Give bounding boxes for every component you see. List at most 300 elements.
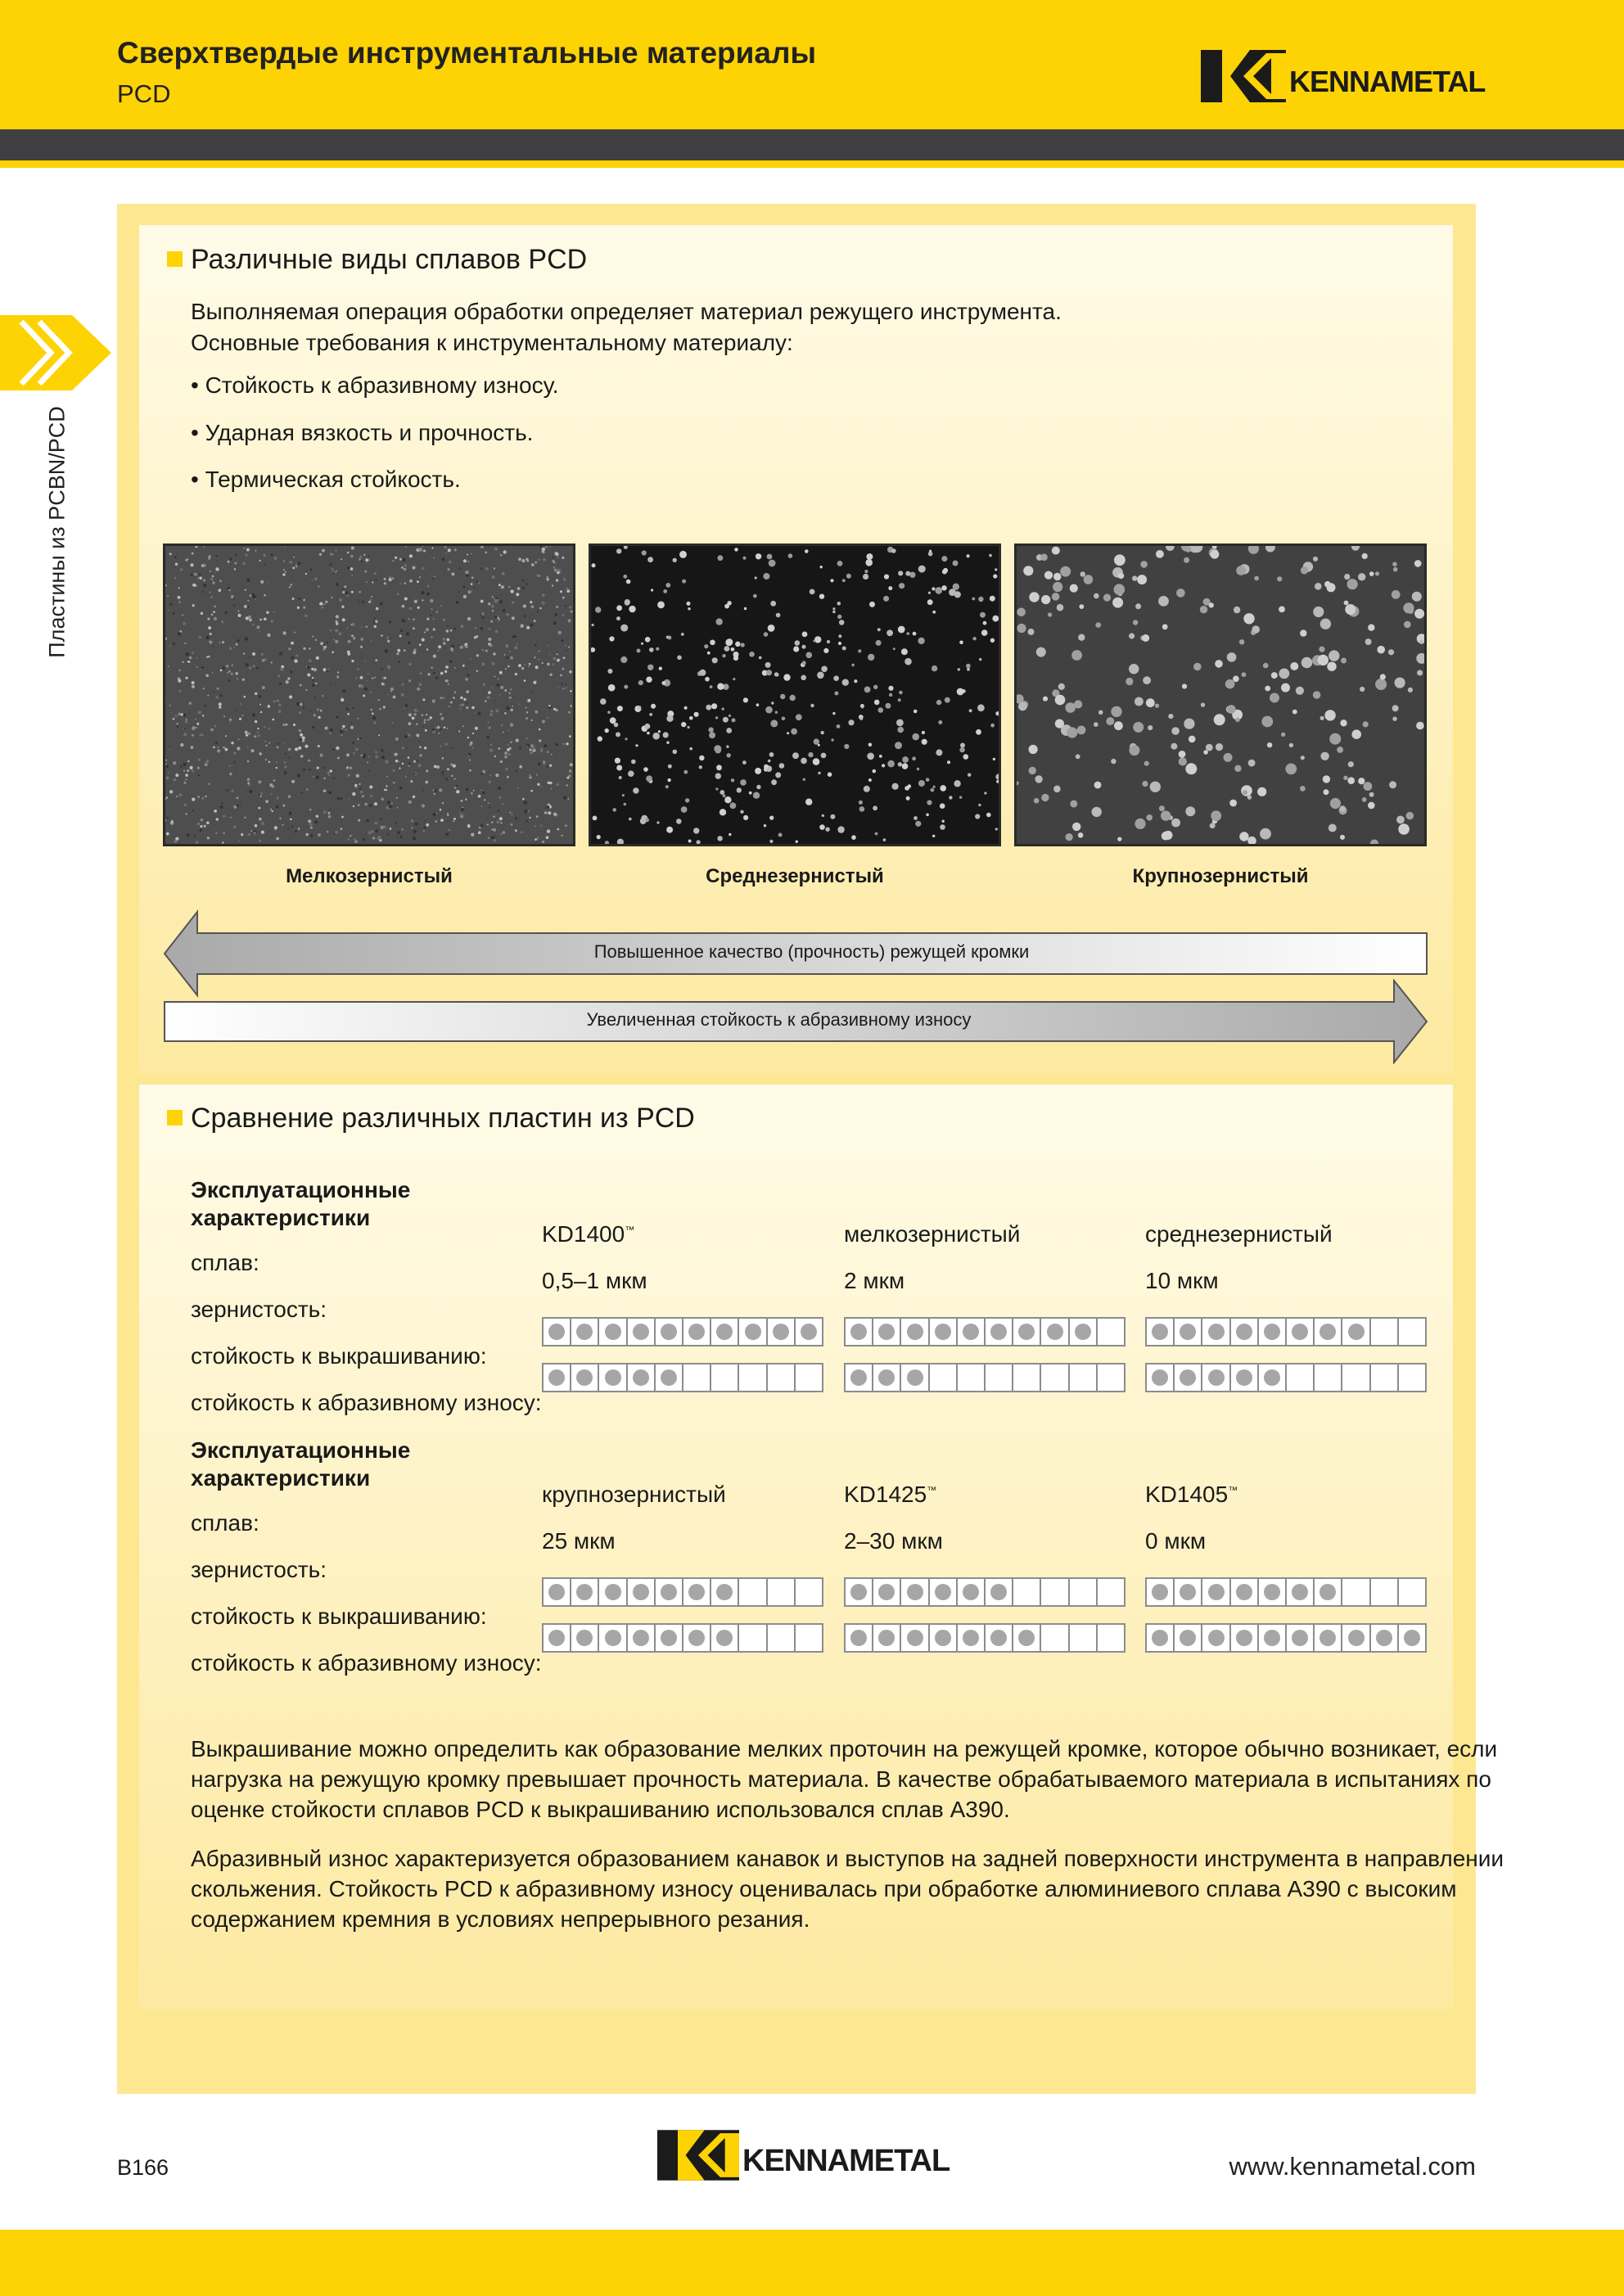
grain-particle: [1340, 835, 1345, 840]
grain-particle: [185, 720, 188, 724]
chipping-rating-bar: [844, 1317, 1126, 1346]
grain-particle: [753, 792, 760, 799]
grain-particle: [364, 688, 368, 691]
grain-particle: [190, 725, 192, 727]
grain-particle: [330, 728, 333, 732]
alloy-name: [844, 1482, 936, 1508]
grain-particle: [277, 699, 280, 702]
grain-particle: [716, 618, 723, 625]
grain-particle: [205, 763, 208, 766]
grain-particle: [1185, 763, 1197, 774]
rating-dot-icon: [878, 1630, 895, 1646]
grain-particle: [500, 554, 503, 557]
grain-particle: [542, 593, 545, 597]
grain-particle: [530, 601, 532, 603]
grain-particle: [233, 751, 237, 755]
rating-dot-icon: [801, 1324, 817, 1340]
grain-particle: [623, 575, 627, 579]
rating-cell: [1341, 1625, 1369, 1651]
grain-particle: [399, 583, 401, 584]
grain-particle: [531, 563, 535, 566]
grain-particle: [466, 690, 469, 693]
grain-particle: [249, 656, 250, 658]
grain-particle: [234, 761, 236, 763]
grain-particle: [359, 602, 360, 603]
grain-particle: [442, 771, 444, 774]
grain-particle: [316, 776, 319, 779]
grain-particle: [375, 620, 378, 623]
grain-particle: [912, 756, 916, 760]
grain-particle: [753, 594, 757, 598]
grain-particle: [731, 778, 734, 782]
grain-particle: [247, 747, 249, 748]
grain-particle: [219, 642, 221, 643]
grain-particle: [488, 638, 491, 641]
rating-cell: [1313, 1365, 1341, 1391]
grain-particle: [331, 597, 332, 598]
abrasion-rating-bar: [844, 1623, 1126, 1653]
grain-particle: [497, 683, 500, 687]
grain-particle: [1106, 717, 1114, 725]
grain-particle: [460, 813, 462, 814]
grain-particle: [508, 665, 509, 667]
grain-particle: [369, 805, 372, 807]
grain-particle: [178, 713, 181, 715]
grain-particle: [520, 666, 521, 668]
grain-particle: [1343, 776, 1347, 780]
grain-particle: [291, 642, 294, 645]
grain-particle: [519, 765, 522, 769]
grain-particle: [1412, 592, 1422, 602]
grain-particle: [359, 783, 360, 785]
grain-particle: [1041, 595, 1050, 604]
grain-particle: [180, 568, 183, 571]
grain-particle: [376, 579, 377, 580]
grain-particle: [814, 738, 819, 744]
grain-particle: [238, 739, 240, 741]
grain-particle: [399, 661, 401, 663]
grain-particle: [467, 561, 469, 562]
grain-particle: [202, 591, 204, 593]
grain-particle: [764, 632, 769, 637]
grain-particle: [360, 738, 362, 739]
grain-particle: [284, 765, 286, 768]
grain-particle: [607, 710, 611, 714]
grain-particle: [319, 553, 322, 556]
grain-particle: [521, 559, 525, 562]
grain-particle: [431, 608, 433, 610]
grain-particle: [266, 745, 268, 747]
trademark-mark: ™: [625, 1224, 635, 1236]
grain-particle: [806, 652, 813, 659]
grain-particle: [518, 703, 520, 705]
grain-particle: [211, 596, 213, 598]
grain-particle: [240, 703, 241, 705]
grain-particle: [192, 770, 194, 773]
grain-particle: [395, 822, 397, 823]
rating-cell: [710, 1319, 738, 1345]
grain-particle: [383, 706, 386, 708]
grain-particle: [535, 710, 538, 714]
grain-particle: [684, 706, 688, 710]
grain-particle: [251, 593, 255, 597]
abrasion-rating-bar: [542, 1623, 823, 1653]
grain-particle: [548, 811, 551, 814]
grain-particle: [1362, 553, 1368, 559]
grain-particle: [307, 674, 310, 677]
grain-particle: [501, 724, 503, 727]
grain-particle: [190, 563, 193, 566]
grain-particle: [558, 631, 562, 634]
grain-particle: [327, 772, 329, 774]
grain-particle: [310, 569, 313, 571]
grain-particle: [242, 562, 246, 566]
grain-particle: [381, 826, 384, 829]
abrasion-rating-bar: [542, 1363, 823, 1392]
grain-particle: [448, 683, 449, 685]
grain-particle: [166, 832, 169, 836]
grain-particle: [489, 727, 491, 729]
fine-grain-micrograph: [163, 544, 575, 846]
grain-particle: [552, 584, 553, 586]
grain-particle: [711, 703, 717, 709]
grain-particle: [235, 710, 237, 711]
grain-particle: [436, 765, 440, 769]
grain-particle: [261, 831, 264, 834]
rating-dot-icon: [1292, 1630, 1308, 1646]
grain-particle: [568, 619, 571, 622]
rating-cell: [1313, 1625, 1341, 1651]
grain-particle: [562, 656, 565, 659]
grain-particle: [214, 606, 216, 608]
grain-particle: [766, 670, 772, 675]
rating-cell: [1173, 1365, 1201, 1391]
grain-particle: [332, 748, 334, 750]
grain-particle: [502, 803, 503, 805]
grain-particle: [440, 745, 441, 747]
grain-particle: [182, 614, 183, 616]
grain-particle: [480, 600, 484, 603]
rating-dot-icon: [850, 1324, 867, 1340]
grain-particle: [1143, 676, 1151, 684]
grain-particle: [662, 681, 666, 685]
grain-particle: [697, 840, 701, 844]
grain-particle: [222, 841, 223, 843]
grain-particle: [247, 555, 249, 557]
rating-dot-icon: [1208, 1324, 1225, 1340]
rating-dot-icon: [1047, 1324, 1063, 1340]
grain-particle: [263, 554, 266, 557]
rating-cell: [928, 1365, 956, 1391]
grain-particle: [300, 733, 303, 737]
grain-particle: [229, 773, 232, 776]
grain-particle: [838, 634, 841, 638]
characteristics-heading-line: Эксплуатационные: [191, 1177, 411, 1202]
grain-particle: [1360, 687, 1365, 692]
rating-dot-icon: [963, 1630, 979, 1646]
grain-particle: [1079, 604, 1084, 609]
grain-particle: [426, 648, 428, 650]
grain-particle: [1364, 782, 1373, 791]
grain-particle: [173, 643, 175, 645]
rating-cell: [900, 1365, 927, 1391]
grain-particle: [1398, 823, 1410, 835]
rating-dot-icon: [1208, 1584, 1225, 1600]
grain-particle: [1162, 624, 1168, 629]
grain-particle: [1098, 710, 1103, 715]
grain-particle: [1053, 582, 1062, 592]
grain-particle: [323, 644, 325, 646]
page-title: Сверхтвердые инструментальные материалы: [117, 36, 817, 70]
grain-particle: [975, 814, 980, 819]
grain-particle: [300, 755, 304, 758]
grain-particle: [319, 602, 323, 606]
grain-particle: [859, 801, 863, 805]
grain-particle: [303, 706, 304, 708]
grain-particle: [904, 786, 909, 791]
grain-particle: [1126, 679, 1133, 686]
grain-particle: [491, 605, 494, 608]
grain-particle: [258, 807, 260, 810]
grain-particle: [646, 775, 652, 782]
grain-particle: [506, 706, 509, 710]
grain-particle: [492, 662, 495, 665]
grain-particle: [375, 659, 377, 661]
grain-particle: [462, 585, 465, 588]
grain-particle: [547, 645, 548, 647]
grain-particle: [451, 747, 453, 749]
grain-particle: [638, 680, 643, 685]
grain-particle: [298, 828, 300, 830]
grain-particle: [562, 597, 565, 599]
chipping-rating-bar: [542, 1577, 823, 1607]
grain-particle: [237, 639, 240, 642]
grain-particle: [1377, 646, 1385, 654]
grain-particle: [568, 711, 571, 714]
grain-particle: [699, 756, 704, 760]
grain-particle: [413, 830, 417, 833]
grain-particle: [839, 620, 845, 625]
grain-particle: [215, 567, 219, 571]
rating-dot-icon: [1018, 1630, 1035, 1646]
grain-particle: [409, 607, 413, 611]
grain-particle: [391, 802, 393, 804]
grain-particle: [408, 756, 410, 759]
grain-particle: [527, 810, 530, 813]
grain-particle: [416, 548, 419, 552]
grain-particle: [178, 678, 180, 680]
grain-particle: [408, 713, 412, 716]
grain-particle: [1320, 716, 1324, 720]
grain-particle: [285, 753, 286, 755]
grain-particle: [334, 571, 336, 574]
rating-cell: [1257, 1319, 1285, 1345]
grain-particle: [879, 755, 882, 758]
grain-particle: [556, 709, 558, 711]
rating-dot-icon: [907, 1630, 923, 1646]
rating-dot-icon: [1180, 1324, 1196, 1340]
grain-particle: [259, 695, 262, 698]
grain-particle: [531, 605, 535, 608]
grain-particle: [178, 632, 181, 635]
grain-particle: [1212, 544, 1217, 548]
grain-particle: [549, 782, 552, 784]
grain-particle: [1092, 807, 1102, 817]
grain-particle: [1029, 592, 1039, 602]
grain-particle: [547, 829, 550, 832]
grain-particle: [302, 739, 304, 742]
grain-particle: [547, 717, 548, 719]
grain-particle: [524, 664, 526, 665]
grain-particle: [351, 722, 353, 724]
grain-particle: [1319, 647, 1324, 652]
grain-particle: [685, 798, 689, 802]
grain-particle: [298, 747, 301, 750]
grain-particle: [354, 838, 356, 841]
grain-particle: [522, 580, 524, 581]
grain-particle: [387, 833, 389, 835]
rating-dot-icon: [963, 1584, 979, 1600]
grain-particle: [431, 548, 433, 549]
grain-particle: [475, 727, 478, 730]
rating-dot-icon: [576, 1369, 593, 1386]
grain-particle: [1179, 757, 1187, 765]
grain-particle: [521, 625, 524, 628]
grain-particle: [498, 747, 500, 750]
grain-particle: [289, 812, 292, 815]
grain-particle: [375, 751, 377, 753]
grain-particle: [290, 670, 292, 673]
rating-dot-icon: [633, 1630, 649, 1646]
grain-particle: [755, 576, 757, 579]
grain-particle: [248, 833, 250, 836]
grain-particle: [426, 823, 429, 827]
grain-particle: [468, 756, 470, 757]
rating-dot-icon: [878, 1324, 895, 1340]
grain-particle: [1144, 761, 1149, 766]
grain-particle: [817, 672, 824, 679]
grain-particle: [399, 761, 400, 763]
grain-particle: [936, 700, 941, 705]
grain-particle: [667, 778, 670, 782]
grain-particle: [236, 643, 238, 646]
grain-particle: [756, 553, 761, 559]
rating-cell: [984, 1319, 1012, 1345]
grain-particle: [447, 568, 449, 571]
grain-particle: [260, 792, 263, 795]
grain-particle: [255, 824, 258, 828]
grain-particle: [529, 817, 530, 819]
grain-particle: [234, 562, 237, 565]
grain-particle: [233, 598, 235, 599]
grain-particle: [372, 716, 376, 719]
grain-particle: [1148, 725, 1153, 730]
grain-particle: [557, 687, 559, 688]
grain-particle: [264, 594, 266, 597]
grain-particle: [222, 641, 224, 643]
grain-particle: [502, 572, 505, 575]
website-link[interactable]: www.kennametal.com: [1229, 2152, 1476, 2181]
grain-particle: [536, 815, 539, 818]
grain-particle: [381, 756, 385, 759]
grain-particle: [918, 780, 925, 787]
grain-particle: [277, 806, 278, 808]
rating-cell: [1257, 1625, 1285, 1651]
grain-particle: [896, 719, 904, 727]
grain-particle: [433, 618, 435, 620]
grain-particle: [779, 763, 785, 769]
grain-particle: [430, 615, 431, 616]
grain-particle: [170, 603, 173, 606]
grain-particle: [515, 673, 517, 675]
grain-particle: [821, 731, 824, 734]
grain-particle: [465, 798, 467, 801]
grain-particle: [467, 674, 470, 676]
grain-particle: [245, 589, 246, 591]
grain-particle: [545, 545, 548, 548]
grain-particle: [350, 567, 354, 571]
grain-particle: [448, 548, 451, 552]
grain-particle: [986, 813, 991, 818]
rating-cell: [1397, 1625, 1425, 1651]
grain-particle: [176, 796, 178, 797]
grain-particle: [492, 575, 495, 579]
grain-particle: [328, 815, 332, 819]
grain-particle: [901, 648, 908, 655]
grain-particle: [183, 770, 185, 772]
grain-particle: [268, 742, 270, 744]
grain-particle: [174, 778, 177, 782]
rating-cell: [1313, 1319, 1341, 1345]
grain-particle: [370, 795, 372, 797]
header-yellow-line: [0, 160, 1624, 168]
grain-particle: [192, 553, 194, 555]
grain-particle: [883, 596, 889, 602]
grain-particle: [333, 639, 335, 641]
grain-particle: [566, 742, 568, 745]
grain-particle: [346, 627, 348, 629]
grain-particle: [566, 650, 568, 652]
grain-particle: [366, 582, 368, 584]
grain-particle: [507, 748, 510, 751]
grain-particle: [1392, 590, 1401, 599]
grain-particle: [174, 556, 177, 558]
grain-particle: [397, 837, 399, 839]
grain-particle: [1375, 571, 1379, 575]
grain-particle: [554, 569, 557, 572]
grain-particle: [795, 640, 801, 646]
grain-particle: [791, 728, 797, 735]
rating-cell: [626, 1625, 654, 1651]
grain-particle: [416, 724, 417, 725]
grain-particle: [197, 796, 199, 797]
grain-particle: [374, 572, 377, 575]
grain-particle: [350, 555, 353, 557]
grain-particle: [423, 726, 425, 728]
rating-dot-icon: [1292, 1584, 1308, 1600]
rating-cell: [1147, 1579, 1173, 1605]
grain-particle: [553, 557, 554, 558]
micrograph-caption: Среднезернистый: [706, 865, 884, 887]
rating-dot-icon: [773, 1324, 789, 1340]
rating-cell: [738, 1625, 765, 1651]
grain-particle: [884, 575, 889, 580]
grain-particle: [542, 662, 544, 664]
grain-particle: [927, 800, 932, 805]
grain-particle: [1408, 688, 1413, 692]
grain-particle: [169, 746, 171, 747]
alloy-name-text: крупнозернистый: [542, 1482, 726, 1507]
